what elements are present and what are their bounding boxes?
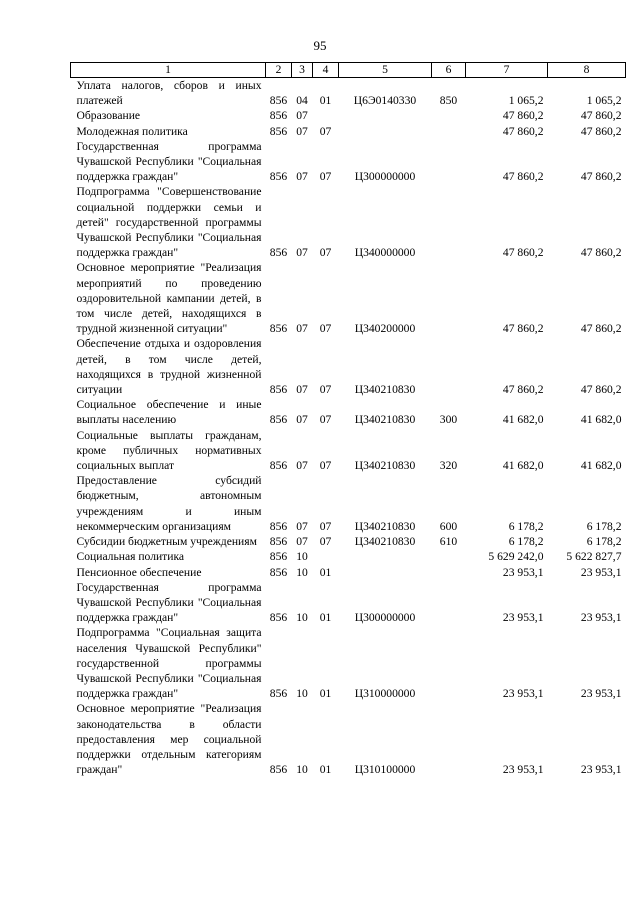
row-target-article: Ц310000000: [354, 687, 416, 701]
row-section: 10: [296, 611, 308, 625]
row-sum-second: 47 860,2: [580, 322, 622, 336]
column-header: 2: [266, 63, 292, 78]
row-section: 10: [296, 687, 308, 701]
row-expense-type: [432, 124, 466, 139]
row-sum-second: 23 953,1: [580, 763, 622, 777]
row-sum-second: 23 953,1: [580, 687, 622, 701]
row-sum-first: 5 629 242,0: [488, 550, 544, 564]
row-subsection: 07: [319, 413, 332, 427]
row-name: Обеспечение отдыха и оздоровления детей, в том числе детей, находящихся в трудной жизненной ситуации: [76, 337, 262, 397]
row-name: Молодежная политика: [76, 124, 188, 138]
row-admin-code: 856: [269, 322, 288, 336]
row-subsection: 01: [319, 94, 332, 108]
row-expense-type: [432, 549, 466, 564]
row-section: 07: [296, 383, 308, 397]
row-subsection: 01: [319, 687, 332, 701]
row-admin-code: 856: [269, 170, 288, 184]
table-row: [71, 108, 626, 123]
row-subsection: [313, 549, 339, 564]
row-name: Субсидии бюджетным учреждениям: [76, 535, 257, 549]
row-sum-first: 41 682,0: [502, 459, 544, 473]
row-name: Подпрограмма "Совершенствование социальной поддержки семьи и детей" государственной программы Чувашской Республики "Социальная поддержка граждан": [76, 185, 262, 260]
row-admin-code: 856: [269, 550, 288, 564]
row-section: 07: [296, 246, 308, 260]
row-target-article: [339, 108, 432, 123]
row-name: Государственная программа Чувашской Республики "Социальная поддержка граждан": [76, 139, 262, 184]
row-expense-type: 610: [439, 535, 458, 549]
row-sum-second: 23 953,1: [580, 611, 622, 625]
row-name: Пенсионное обеспечение: [76, 565, 202, 579]
row-subsection: 07: [319, 170, 332, 184]
row-target-article: Ц6Э0140330: [353, 94, 417, 108]
row-sum-first: 6 178,2: [508, 535, 544, 549]
row-sum-second: 47 860,2: [580, 170, 622, 184]
row-admin-code: 856: [269, 459, 288, 473]
row-target-article: [339, 565, 432, 580]
row-target-article: Ц340200000: [354, 322, 416, 336]
table-row: [71, 428, 626, 474]
row-sum-first: 47 860,2: [502, 246, 544, 260]
row-subsection: 07: [319, 383, 332, 397]
row-sum-first: 6 178,2: [508, 519, 544, 533]
row-expense-type: 320: [439, 459, 458, 473]
table-row: [71, 139, 626, 185]
row-sum-first: 47 860,2: [502, 383, 544, 397]
row-target-article: [339, 549, 432, 564]
row-expense-type: [432, 139, 466, 185]
row-sum-second: 47 860,2: [580, 124, 622, 138]
row-name: Подпрограмма "Социальная защита населения Чувашской Республики" государственной программы Чувашской Республики "Социальная поддержка граждан": [76, 626, 262, 701]
row-sum-first: 1 065,2: [508, 94, 544, 108]
row-expense-type: [432, 184, 466, 260]
row-sum-first: 23 953,1: [502, 687, 544, 701]
row-admin-code: 856: [269, 565, 288, 579]
row-sum-first: 47 860,2: [502, 322, 544, 336]
row-sum-second: 41 682,0: [580, 459, 622, 473]
row-subsection: 01: [319, 565, 332, 579]
row-subsection: 07: [319, 124, 332, 138]
column-header: 8: [548, 63, 626, 78]
row-admin-code: 856: [269, 94, 288, 108]
table-row: [71, 534, 626, 549]
row-expense-type: [432, 260, 466, 336]
row-subsection: 07: [319, 246, 332, 260]
row-name: Государственная программа Чувашской Республики "Социальная поддержка граждан": [76, 580, 262, 625]
row-target-article: Ц340210830: [354, 535, 416, 549]
row-sum-second: 47 860,2: [580, 246, 622, 260]
row-section: 04: [296, 94, 308, 108]
row-name: Социальная политика: [76, 550, 185, 564]
row-target-article: Ц340210830: [354, 459, 416, 473]
row-subsection: 01: [319, 611, 332, 625]
row-target-article: Ц340210830: [354, 383, 416, 397]
row-sum-second: 47 860,2: [580, 109, 622, 123]
table-row: [71, 336, 626, 397]
column-header: 5: [339, 63, 432, 78]
row-sum-first: 23 953,1: [502, 565, 544, 579]
row-section: 10: [296, 565, 308, 579]
row-sum-first: 23 953,1: [502, 611, 544, 625]
row-section: 07: [296, 535, 308, 549]
row-target-article: Ц340000000: [354, 246, 416, 260]
row-name: Социальные выплаты гражданам, кроме публичных нормативных социальных выплат: [76, 428, 262, 473]
row-name: Образование: [76, 109, 141, 123]
table-row: [71, 78, 626, 109]
row-subsection: 07: [319, 322, 332, 336]
row-expense-type: [432, 565, 466, 580]
row-target-article: Ц340210830: [354, 519, 416, 533]
row-subsection: [313, 108, 339, 123]
row-section: 10: [296, 550, 308, 564]
row-section: 07: [296, 519, 308, 533]
row-sum-second: 23 953,1: [580, 565, 622, 579]
row-sum-first: 47 860,2: [502, 124, 544, 138]
table-row: [71, 184, 626, 260]
row-target-article: Ц340210830: [354, 413, 416, 427]
row-section: 07: [296, 322, 308, 336]
table-row: [71, 260, 626, 336]
row-section: 07: [296, 170, 308, 184]
column-header: 1: [71, 63, 266, 78]
page-number: 95: [313, 38, 327, 53]
table-row: [71, 565, 626, 580]
row-sum-second: 5 622 827,7: [566, 550, 622, 564]
table-row: [71, 701, 626, 777]
row-expense-type: [432, 336, 466, 397]
table-row: [71, 124, 626, 139]
row-sum-second: 6 178,2: [586, 535, 622, 549]
table-row: [71, 580, 626, 626]
table-row: [71, 625, 626, 701]
row-target-article: Ц310100000: [354, 763, 416, 777]
column-header: 6: [432, 63, 466, 78]
row-sum-second: 47 860,2: [580, 383, 622, 397]
row-sum-second: 41 682,0: [580, 413, 622, 427]
row-admin-code: 856: [269, 109, 288, 123]
column-header: 3: [292, 63, 313, 78]
row-sum-first: 47 860,2: [502, 109, 544, 123]
row-subsection: 07: [319, 459, 332, 473]
table-row: [71, 397, 626, 427]
row-section: 07: [296, 413, 308, 427]
row-sum-second: 1 065,2: [586, 94, 622, 108]
row-subsection: 07: [319, 519, 332, 533]
row-section: 10: [296, 763, 308, 777]
column-header: 4: [313, 63, 339, 78]
row-admin-code: 856: [269, 535, 288, 549]
row-expense-type: 300: [439, 413, 458, 427]
row-admin-code: 856: [269, 611, 288, 625]
row-sum-second: 6 178,2: [586, 519, 622, 533]
row-admin-code: 856: [269, 763, 288, 777]
row-name: Основное мероприятие "Реализация мероприятий по проведению оздоровительной кампании детей, в том числе детей, находящихся в трудной жизненной ситуации": [76, 261, 262, 336]
row-admin-code: 856: [269, 383, 288, 397]
row-section: 07: [296, 459, 308, 473]
row-target-article: Ц300000000: [354, 611, 416, 625]
row-expense-type: 850: [439, 94, 458, 108]
table-header-row: [71, 63, 626, 78]
row-subsection: 07: [319, 535, 332, 549]
row-admin-code: 856: [269, 687, 288, 701]
row-admin-code: 856: [269, 413, 288, 427]
row-expense-type: [432, 701, 466, 777]
row-name: Основное мероприятие "Реализация законодательства в области предоставления мер социальной поддержки отдельным категориям граждан": [76, 702, 262, 777]
row-sum-first: 47 860,2: [502, 170, 544, 184]
column-header: 7: [466, 63, 548, 78]
row-expense-type: [432, 580, 466, 626]
budget-table: [70, 62, 626, 777]
row-sum-first: 41 682,0: [502, 413, 544, 427]
row-name: Социальное обеспечение и иные выплаты населению: [76, 398, 262, 427]
table-row: [71, 473, 626, 534]
row-admin-code: 856: [269, 124, 288, 138]
row-section: 07: [296, 109, 308, 123]
row-expense-type: [432, 108, 466, 123]
row-admin-code: 856: [269, 246, 288, 260]
row-name: Предоставление субсидий бюджетным, автономным учреждениям и иным некоммерческим организациям: [76, 474, 262, 533]
row-target-article: Ц300000000: [354, 170, 416, 184]
row-section: 07: [296, 124, 308, 138]
row-expense-type: [432, 625, 466, 701]
row-expense-type: 600: [439, 519, 458, 533]
row-target-article: [339, 124, 432, 139]
row-name: Уплата налогов, сборов и иных платежей: [76, 79, 262, 108]
row-sum-first: 23 953,1: [502, 763, 544, 777]
table-row: [71, 549, 626, 564]
row-subsection: 01: [319, 763, 332, 777]
row-admin-code: 856: [269, 519, 288, 533]
